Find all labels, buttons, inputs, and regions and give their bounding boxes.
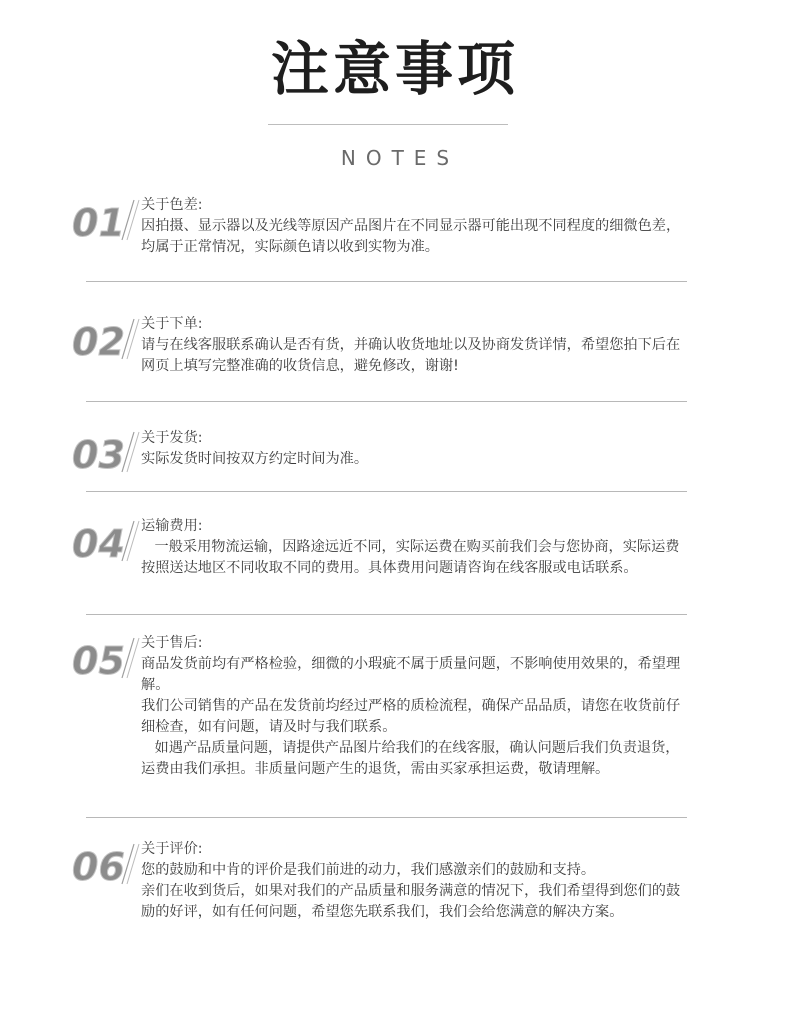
section-paragraph: 如遇产品质量问题，请提供产品图片给我们的在线客服，确认问题后我们负责退货，运费由我们承担。非质量问题产生的退货，需由买家承担运费，敬请理解。: [141, 740, 680, 777]
section-paragraph: 一般采用物流运输，因路途远近不同，实际运费在购买前我们会与您协商，实际运费按照送达地区不同收取不同的费用。具体费用问题请咨询在线客服或电话联系。: [141, 539, 680, 576]
section-content: [141, 516, 686, 579]
section-number-text: 01: [72, 201, 125, 245]
section-number-text: 06: [72, 845, 125, 889]
page-title: 注意事项: [270, 35, 519, 103]
section-paragraph: 实际发货时间按双方约定时间为准。: [141, 451, 369, 467]
number-emblem-icon: [72, 315, 142, 371]
section-paragraph: 我们公司销售的产品在发货前均经过严格的质检流程，确保产品品质，请您在收货前仔细检查，如有问题，请及时与我们联系。: [141, 698, 681, 735]
section-number-badge: [72, 517, 142, 573]
section-paragraph: 商品发货前均有严格检验，细微的小瑕疵不属于质量问题，不影响使用效果的，希望理解。: [141, 656, 681, 693]
section-divider: [86, 281, 687, 282]
section-paragraph: 您的鼓励和中肯的评价是我们前进的动力，我们感激亲们的鼓励和支持。: [141, 862, 596, 878]
section-paragraph: 亲们在收到货后，如果对我们的产品质量和服务满意的情况下，我们希望得到您们的鼓励的好评，如有任何问题，希望您先联系我们，我们会给您满意的解决方案。: [141, 883, 681, 920]
page-subtitle: NOTES: [340, 146, 460, 170]
section-divider: [86, 491, 687, 492]
section-content: [141, 633, 686, 780]
title-divider: [268, 124, 508, 125]
section-paragraph: 因拍摄、显示器以及光线等原因产品图片在不同显示器可能出现不同程度的细微色差，均属于正常情况，实际颜色请以收到实物为准。: [141, 218, 681, 255]
section-divider: [86, 401, 687, 402]
number-emblem-icon: [72, 517, 142, 573]
section-number-text: 05: [72, 639, 125, 683]
section-divider: [86, 614, 687, 615]
section-number-badge: [72, 634, 142, 690]
section-divider: [86, 817, 687, 818]
section-number-text: 04: [72, 522, 125, 566]
section-content: [141, 428, 686, 470]
section-number-badge: [72, 840, 142, 896]
number-emblem-icon: [72, 840, 142, 896]
section-content: [141, 195, 686, 258]
section-content: [141, 839, 686, 923]
section-number-text: 03: [72, 433, 125, 477]
number-emblem-icon: [72, 634, 142, 690]
section-number-badge: [72, 196, 142, 252]
section-content: [141, 314, 686, 377]
section-heading: 关于下单:: [141, 316, 203, 332]
section-heading: 运输费用:: [141, 518, 203, 534]
number-emblem-icon: [72, 196, 142, 252]
section-number-text: 02: [72, 320, 125, 364]
section-heading: 关于评价:: [141, 841, 203, 857]
section-number-badge: [72, 428, 142, 484]
section-paragraph: 请与在线客服联系确认是否有货，并确认收货地址以及协商发货详情，希望您拍下后在网页上填写完整准确的收货信息，避免修改，谢谢!: [141, 337, 681, 374]
number-emblem-icon: [72, 428, 142, 484]
section-heading: 关于售后:: [141, 635, 203, 651]
section-number-badge: [72, 315, 142, 371]
section-heading: 关于发货:: [141, 430, 203, 446]
section-heading: 关于色差:: [141, 197, 203, 213]
